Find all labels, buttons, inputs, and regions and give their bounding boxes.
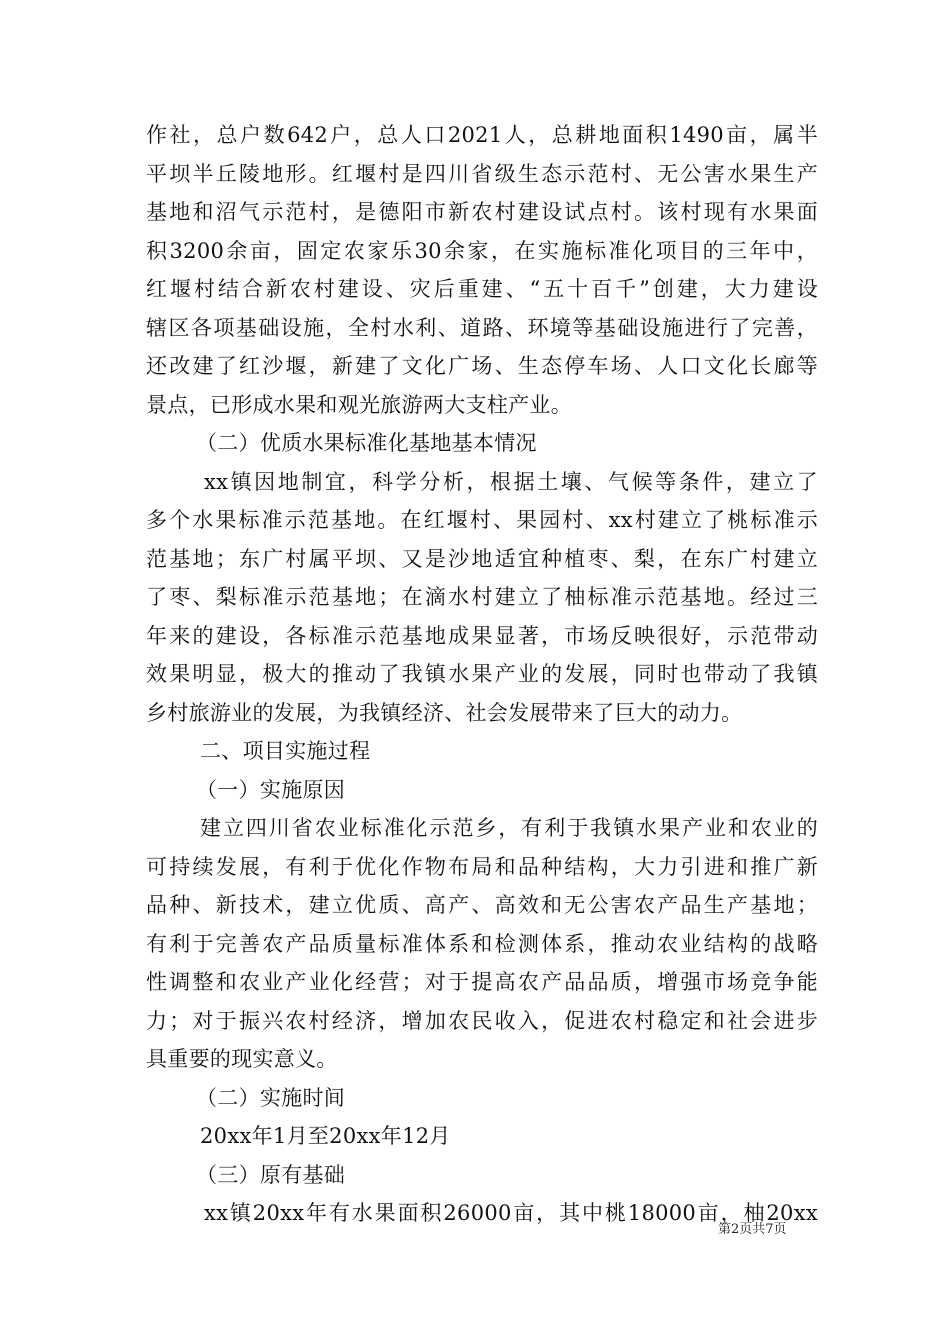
- text-line: （三）原有基础: [196, 1162, 346, 1187]
- text-line: 作社，总户数642户，总人口2021人，总耕地面积1490亩，属半: [146, 123, 818, 147]
- text-line: 可持续发展，有利于优化作物布局和品种结构，大力引进和推广新: [146, 854, 818, 879]
- text-line: 基地和沼气示范村，是德阳市新农村建设试点村。该村现有水果面: [146, 200, 818, 224]
- text-line: 范基地；东广村属平坝、又是沙地适宜种植枣、梨，在东广村建立: [146, 546, 818, 571]
- text-line: （一）实施原因: [196, 777, 346, 802]
- text-line: 多个水果标准示范基地。在红堰村、果园村、xx村建立了桃标准示: [146, 508, 818, 532]
- text-line: 还改建了红沙堰，新建了文化广场、生态停车场、人口文化长廊等: [146, 354, 818, 378]
- text-line: 品种、新技术，建立优质、高产、高效和无公害农产品生产基地；: [146, 893, 818, 917]
- document-body: [146, 116, 818, 1233]
- text-line: 积3200余亩，固定农家乐30余家，在实施标准化项目的三年中，: [146, 238, 818, 263]
- text-line: xx镇20xx年有水果面积26000亩，其中桃18000亩，柚20xx: [204, 1201, 818, 1225]
- text-line: 乡村旅游业的发展，为我镇经济、社会发展带来了巨大的动力。: [146, 700, 743, 725]
- text-line: 景点，已形成水果和观光旅游两大支柱产业。: [146, 392, 572, 417]
- text-line: 效果明显，极大的推动了我镇水果产业的发展，同时也带动了我镇: [146, 662, 818, 686]
- text-line: 有利于完善农产品质量标准体系和检测体系，推动农业结构的战略: [146, 931, 818, 956]
- text-line: 建立四川省农业标准化示范乡，有利于我镇水果产业和农业的: [200, 816, 818, 840]
- text-line: 红堰村结合新农村建设、灾后重建、“五十百千”创建，大力建设: [146, 277, 818, 301]
- text-line: xx镇因地制宜，科学分析，根据土壤、气候等条件，建立了: [204, 469, 818, 494]
- text-line: 平坝半丘陵地形。红堰村是四川省级生态示范村、无公害水果生产: [146, 161, 818, 186]
- text-line: （二）实施时间: [196, 1085, 346, 1110]
- text-line: （二）优质水果标准化基地基本情况: [196, 431, 537, 455]
- text-line: 二、项目实施过程: [200, 739, 371, 763]
- text-line: 力；对于振兴农村经济，增加农民收入，促进农村稳定和社会进步: [146, 1008, 818, 1033]
- text-line: 具重要的现实意义。: [146, 1047, 338, 1071]
- text-line: 性调整和农业产业化经营；对于提高农产品品质，增强市场竞争能: [146, 970, 818, 994]
- text-line: 辖区各项基础设施，全村水利、道路、环境等基础设施进行了完善，: [146, 315, 818, 340]
- text-line: 了枣、梨标准示范基地；在滴水村建立了柚标准示范基地。经过三: [146, 585, 818, 609]
- text-line: 20xx年1月至20xx年12月: [200, 1124, 451, 1148]
- text-line: 年来的建设，各标准示范基地成果显著，市场反映很好，示范带动: [146, 623, 818, 648]
- page-footer: 第2页共7页: [718, 1222, 787, 1237]
